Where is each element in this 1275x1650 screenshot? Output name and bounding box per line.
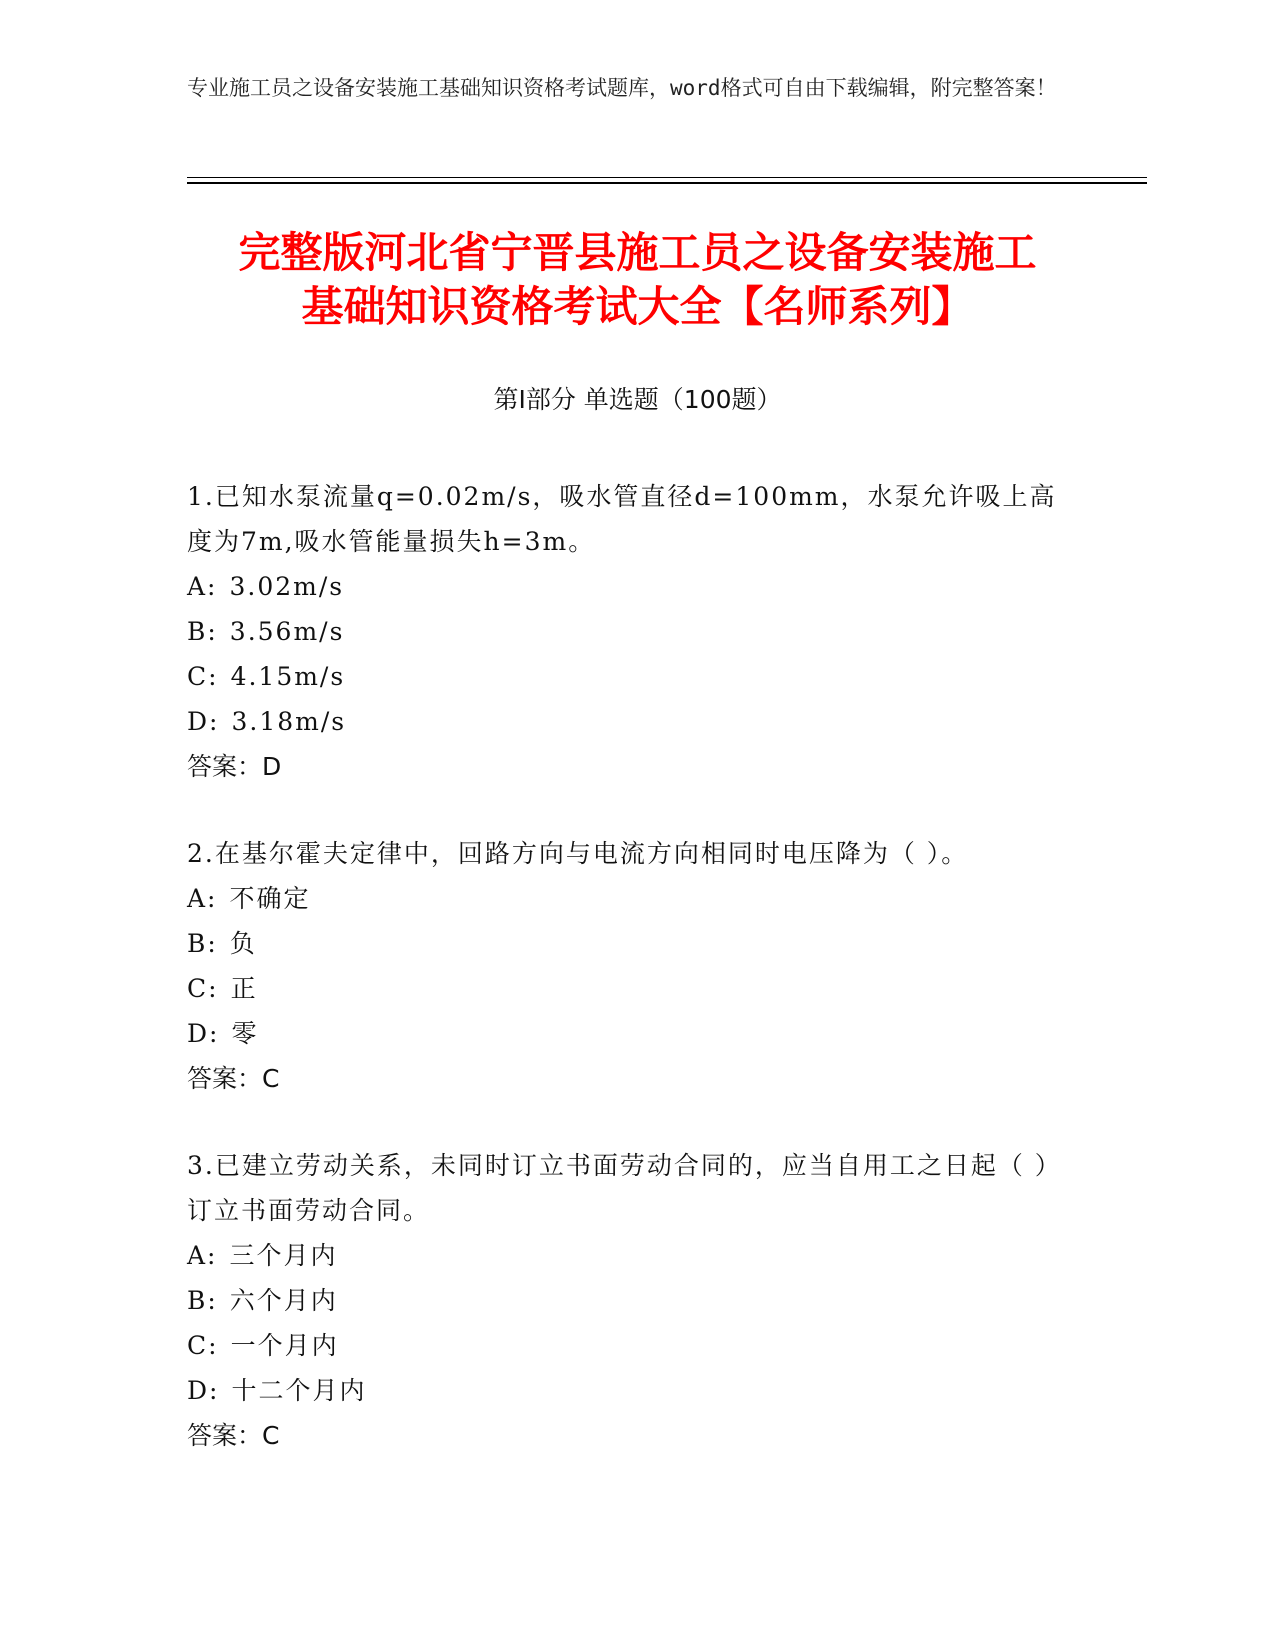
option-a [187, 564, 1077, 609]
option-text: 零 [231, 1019, 259, 1048]
document-title [150, 226, 1125, 334]
option-label: A: [187, 884, 218, 913]
header-note: 专业施工员之设备安装施工基础知识资格考试题库，word格式可自由下载编辑，附完整答案！ [187, 76, 1057, 100]
document-title-line-1: 完整版河北省宁晋县施工员之设备安装施工 [238, 228, 1037, 277]
option-label: D: [187, 1376, 220, 1405]
option-text: 4.15m/s [230, 662, 346, 691]
option-c [187, 1323, 1077, 1368]
option-text: 十二个月内 [231, 1376, 367, 1405]
option-label: D: [187, 707, 220, 736]
option-c [187, 966, 1077, 1011]
question-list [187, 474, 1077, 1500]
option-label: B: [187, 929, 218, 958]
option-label: B: [187, 1286, 218, 1315]
header-divider-thick [187, 182, 1147, 184]
option-a [187, 1233, 1077, 1278]
option-label: A: [187, 1241, 218, 1270]
option-text: 3.18m/s [231, 707, 347, 736]
section-heading: 第Ⅰ部分 单选题（100题） [493, 385, 782, 414]
option-label: A: [187, 572, 218, 601]
option-c [187, 654, 1077, 699]
answer: 答案：C [187, 1064, 280, 1093]
question-3 [187, 1143, 1077, 1458]
option-a [187, 876, 1077, 921]
option-text: 3.56m/s [229, 617, 345, 646]
option-text: 负 [229, 929, 257, 958]
question-1 [187, 474, 1077, 789]
option-label: D: [187, 1019, 220, 1048]
document-title-line-2: 基础知识资格考试大全【名师系列】 [301, 282, 974, 331]
question-2 [187, 831, 1077, 1101]
option-text: 六个月内 [229, 1286, 338, 1315]
option-label: B: [187, 617, 218, 646]
question-text: 3.已建立劳动关系，未同时订立书面劳动合同的，应当自用工之日起（ ）订立书面劳动合同。 [187, 1151, 1062, 1225]
option-label: C: [187, 662, 219, 691]
option-text: 三个月内 [229, 1241, 338, 1270]
answer: 答案：D [187, 752, 282, 781]
option-text: 正 [230, 974, 258, 1003]
option-text: 不确定 [229, 884, 311, 913]
option-label: C: [187, 974, 219, 1003]
option-b [187, 1278, 1077, 1323]
answer: 答案：C [187, 1421, 280, 1450]
option-b [187, 609, 1077, 654]
option-text: 一个月内 [230, 1331, 339, 1360]
option-d [187, 1011, 1077, 1056]
option-d [187, 1368, 1077, 1413]
option-label: C: [187, 1331, 219, 1360]
question-text: 2.在基尔霍夫定律中，回路方向与电流方向相同时电压降为（ ）。 [187, 839, 969, 868]
option-text: 3.02m/s [229, 572, 345, 601]
option-b [187, 921, 1077, 966]
header-divider-thin [187, 177, 1147, 178]
option-d [187, 699, 1077, 744]
question-text: 1.已知水泵流量q=0.02m/s，吸水管直径d=100mm，水泵允许吸上高度为7m,吸水管能量损失h=3m。 [187, 482, 1057, 556]
